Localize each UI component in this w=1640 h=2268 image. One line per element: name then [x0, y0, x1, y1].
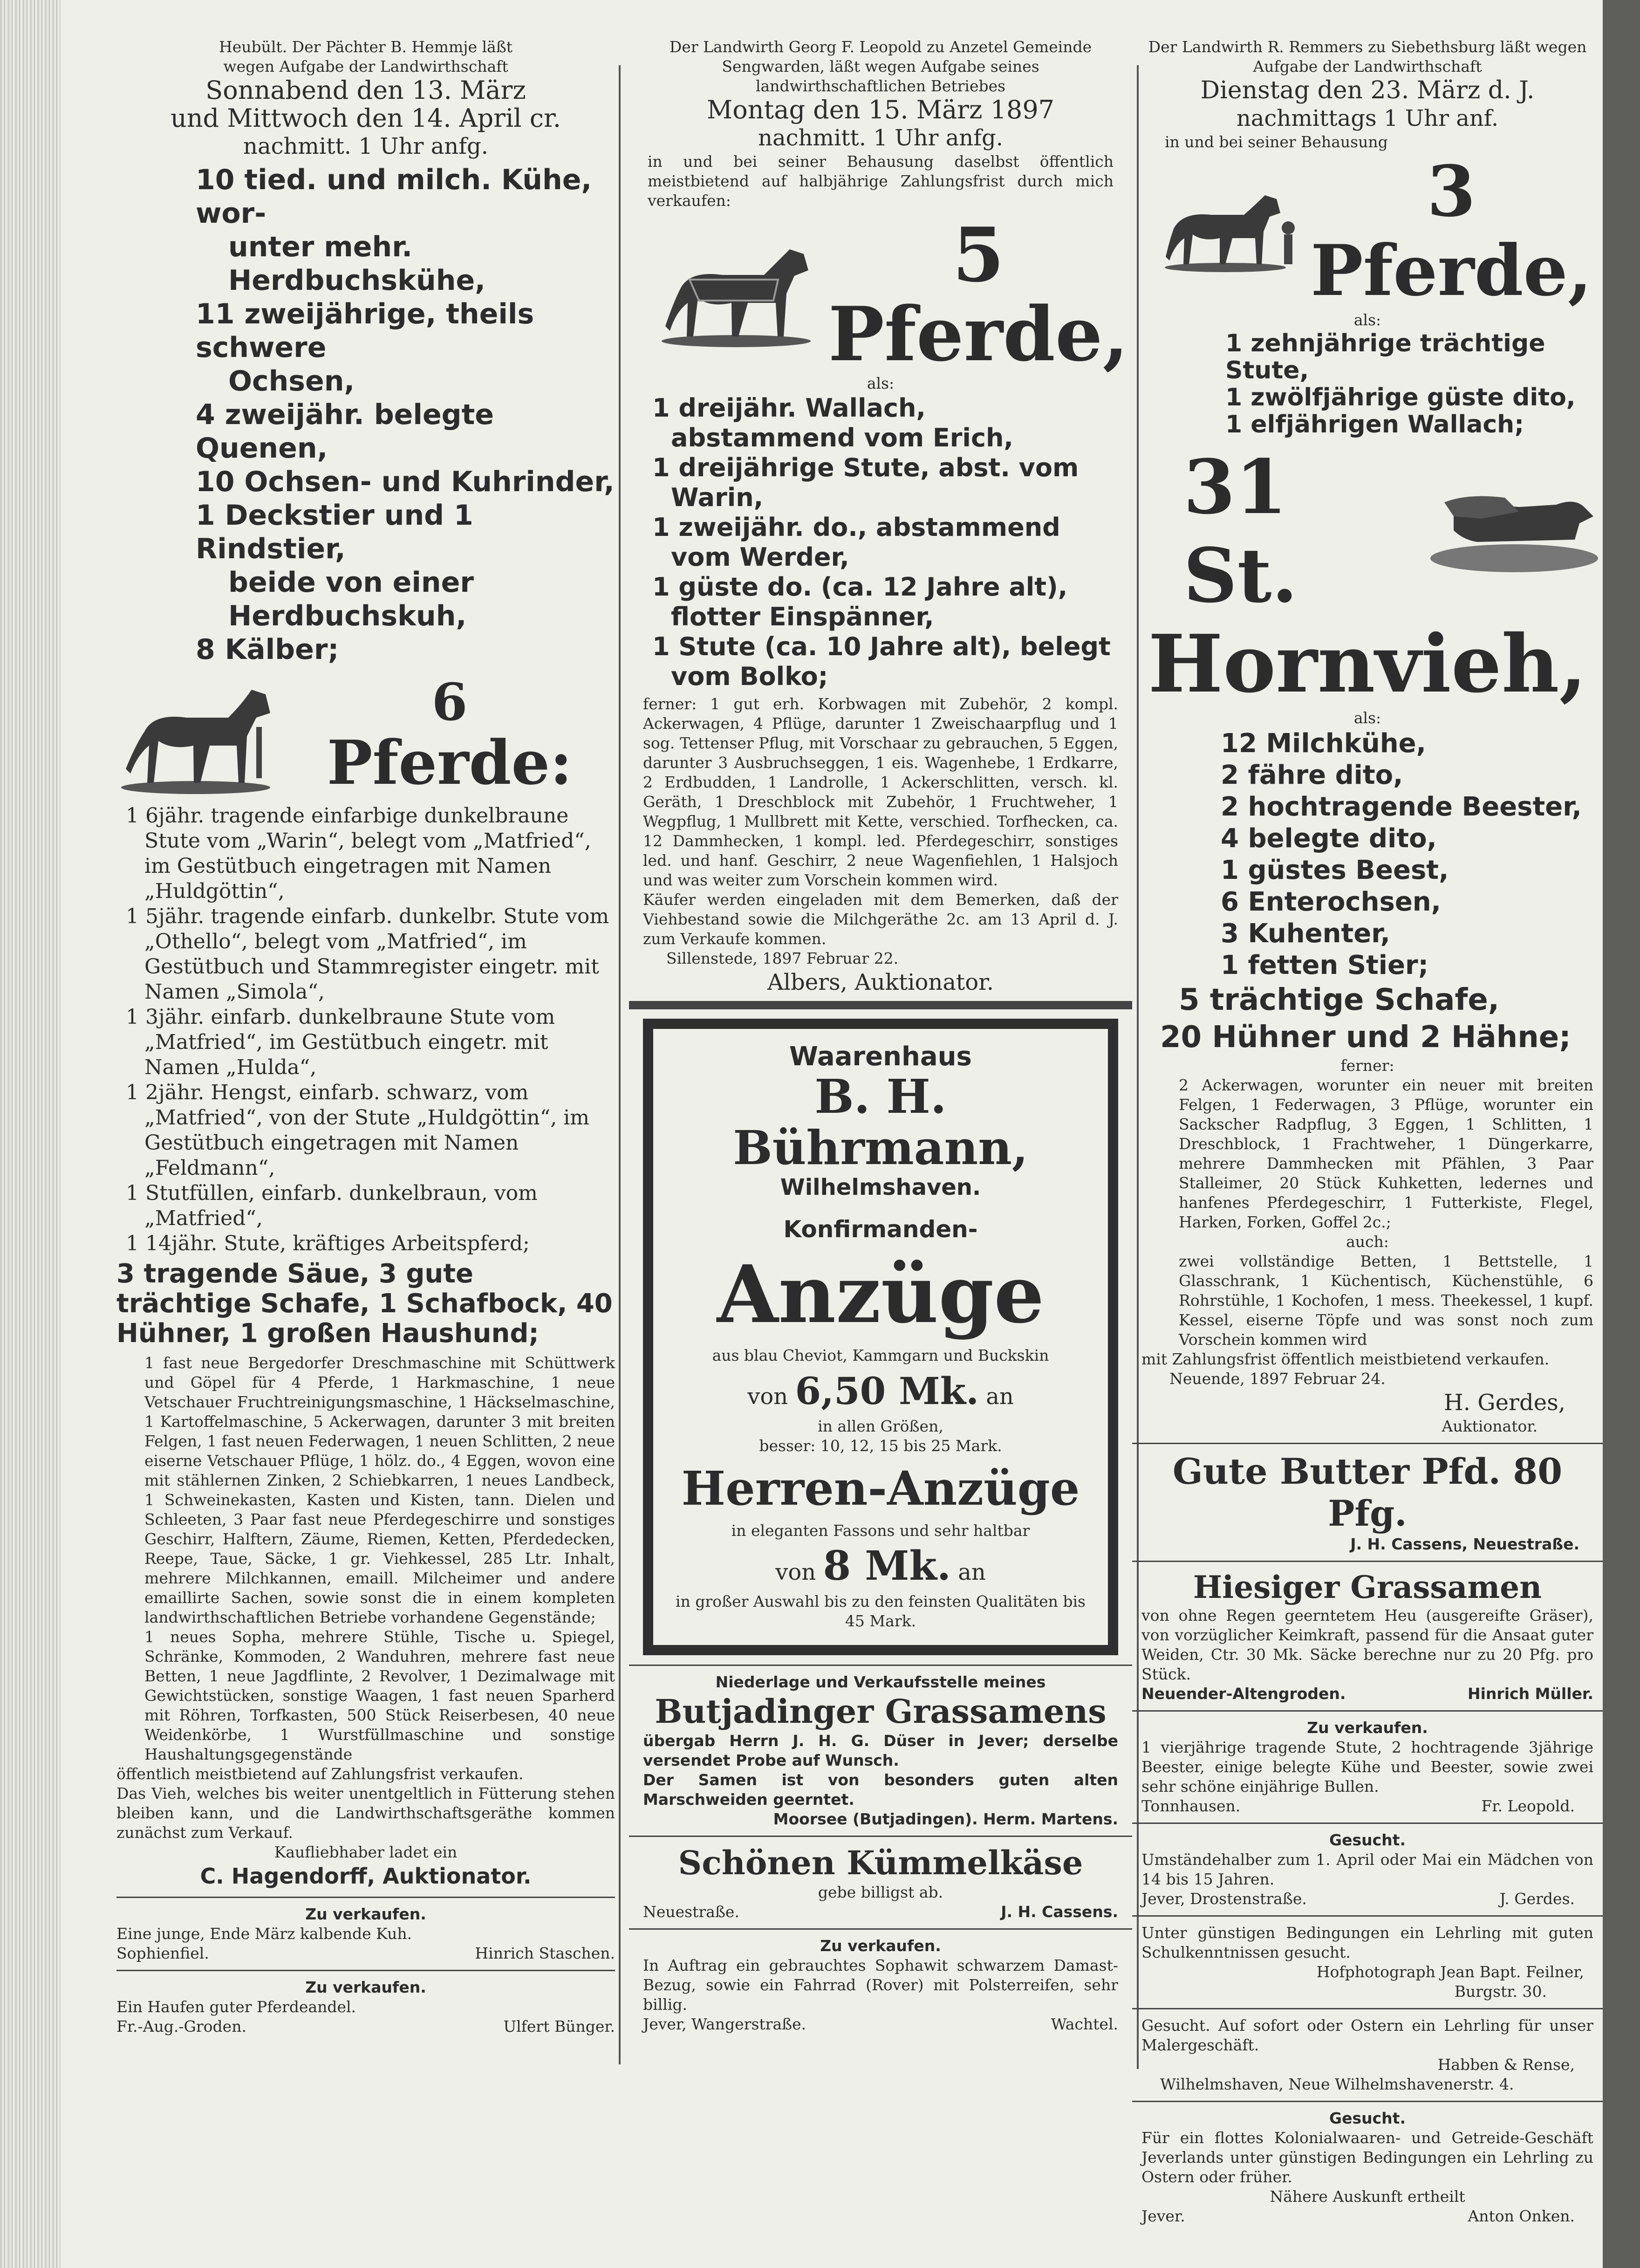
ad-signature: Wachtel. [1051, 2015, 1118, 2033]
horse-entry: 1 güste do. (ca. 12 Jahre alt), flotter Einspänner, [652, 572, 1068, 631]
list-item: 10 Ochsen- und Kuhrinder, [196, 466, 615, 498]
sale-date: Montag den 15. März 1897 [706, 95, 1055, 124]
horse-entry: 1 2jähr. Hengst, einfarb. schwarz, vom „Matfried“, von der Stute „Huldgöttin“, im Gestütbuch eingetragen mit Namen „Feldmann“, [126, 1081, 590, 1180]
divider [1132, 2008, 1603, 2009]
divider [1132, 1710, 1603, 1712]
horse-entry: 1 6jähr. tragende einfarbige dunkelbraune Stute vom „Warin“, belegt vom „Matfried“, im Gestütbuch eingetragen mit Namen „Huldgöttin“, [126, 804, 591, 903]
horses-heading: Pferde: [327, 727, 573, 798]
horse-entry: 1 dreijährige Stute, abst. vom Warin, [652, 453, 1079, 512]
ad-text: 1 vierjährige tragende Stute, 2 hochtragende 3jährige Beester, einige belegte Kühe und Beester, sowie zwei sehr schöne einjährige Bullen. [1141, 1738, 1593, 1795]
divider [116, 1897, 615, 1898]
divider [629, 1928, 1132, 1930]
horses-heading: 5 Pferde, [828, 211, 1129, 378]
list-item: 1 güstes Beest, [1221, 855, 1449, 885]
list-item: 5 trächtige Schafe, [1179, 983, 1500, 1017]
page-edge [1603, 0, 1640, 2268]
butter-headline: Gute Butter Pfd. 80 Pfg. [1172, 1451, 1563, 1534]
horse-entry: 1 Stute (ca. 10 Jahre alt), belegt vom Bolko; [652, 632, 1111, 691]
seed-line: Der Samen ist von besonders guten alten Marschweiden geerntet. [643, 1771, 1118, 1809]
book-binding [0, 0, 61, 2268]
horse-entry: 1 14jähr. Stute, kräftiges Arbeitspferd; [126, 1232, 530, 1255]
closing-text: Kaufliebhaber ladet ein [274, 1843, 458, 1861]
ad-place: Jever. [1141, 2207, 1185, 2225]
price-label: an [958, 1559, 986, 1585]
product-headline: Herren-Anzüge [681, 1461, 1080, 1516]
list-item: 20 Hühner und 2 Hähne; [1160, 1020, 1571, 1055]
column-2 [629, 37, 1132, 2034]
auctioneer-name: H. Gerdes, [1443, 1390, 1565, 1416]
ad-place: Fr.-Aug.-Groden. [116, 2017, 246, 2035]
ad-signature: J. H. Cassens, Neuestraße. [1350, 1535, 1579, 1553]
cheese-text: gebe billigst ab. [818, 1883, 943, 1901]
list-item: 4 belegte dito, [1221, 823, 1437, 854]
store-city: Wilhelmshaven. [780, 1174, 981, 1200]
horses-heading: 3 Pferde, [1310, 151, 1592, 312]
horse-entry: 1 zweijähr. do., abstammend vom Werder, [652, 513, 1060, 572]
als-label: als: [1353, 709, 1381, 727]
store-advertisement [643, 1019, 1118, 1655]
ad-text: Für ein flottes Kolonialwaaren- und Getreide-Geschäft Jeverlands unter günstigen Bedingungen ein Lehrling zu Ostern oder früher. [1141, 2129, 1593, 2186]
ad-heading: Gesucht. [1329, 1831, 1406, 1849]
furniture-list: 1 neues Sopha, mehrere Stühle, Tische u. Spiegel, Schränke, Kommoden, 2 Wanduhren, mehrere fast neue Betten, 1 neue Jagdflinte, 2 Revolver, 1 Dezimalwage mit Gewichtstücken, sonstige Waagen, 1 fast neuen Sparherd mit Röhren, Torfkasten, 500 Stück Reiserbesen, 40 neue Weidenkörbe, 1 Wurstfüllmaschine und sonstige Haushaltungsgegenstände [144, 1628, 615, 1763]
divider [629, 1836, 1132, 1837]
list-item: 6 Enterochsen, [1221, 887, 1441, 917]
furniture-list: zwei vollständige Betten, 1 Bettstelle, 1 Glasschrank, 1 Küchentisch, Küchenstühle, 6 Rohrstühle, 1 Kochofen, 1 mess. Theekessel, 1 kupf. Kessel, eiserne Töpfe und was sonst noch zum Vorschein kommen wird [1179, 1252, 1593, 1349]
ad-text: Nähere Auskunft ertheilt [1270, 2187, 1465, 2206]
ad-text: Gesucht. Auf sofort oder Ostern ein Lehrling für unser Malergeschäft. [1141, 2016, 1593, 2054]
ad-place: Neuender-Altengroden. [1141, 1685, 1346, 1703]
ferner-label: ferner: [1340, 1056, 1394, 1075]
list-item: 3 Kuhenter, [1221, 918, 1390, 949]
ad-place: Sophienfiel. [116, 1944, 209, 1962]
list-item: unter mehr. Herdbuchskühe, [228, 231, 485, 297]
horse-illustration [657, 238, 825, 351]
ad-address: Wilhelmshaven, Neue Wilhelmshavenerstr. 4. [1160, 2075, 1514, 2093]
ad-address: Burgstr. 30. [1454, 1982, 1547, 2001]
ad-intro: in und bei seiner Behausung [1165, 133, 1388, 151]
place-date: Sillenstede, 1897 Februar 22. [666, 949, 899, 967]
divider [1132, 1915, 1603, 1917]
ad-signature: Fr. Leopold. [1481, 1797, 1575, 1815]
price-label: an [986, 1384, 1014, 1410]
product-fabric: aus blau Cheviot, Kammgarn und Buckskin [712, 1346, 1049, 1364]
price-main: 8 Mk. [823, 1542, 951, 1590]
als-label: als: [867, 374, 895, 392]
ad-heading: Zu verkaufen. [820, 1937, 941, 1955]
divider [116, 1970, 615, 1971]
horse-illustration [1160, 186, 1300, 276]
ad-text: In Auftrag ein gebrauchtes Sophawit schwarzem Damast-Bezug, sowie ein Fahrrad (Rover) mit Polsterreifen, sehr billig. [643, 1956, 1118, 2014]
auctioneer-name: C. Hagendorff, Auktionator. [200, 1864, 532, 1889]
closing-text: mit Zahlungsfrist öffentlich meistbietend verkaufen. [1141, 1350, 1550, 1368]
ad-signature: Hofphotograph Jean Bapt. Feilner, [1316, 1963, 1584, 1981]
horse-entry: 1 3jähr. einfarb. dunkelbraune Stute vom „Matfried“, im Gestütbuch eingetr. mit Namen „Hulda“, [126, 1005, 555, 1079]
livestock-list: 3 tragende Säue, 3 gute trächtige Schafe, 1 Schafbock, 40 Hühner, 1 großen Haushund; [116, 1259, 613, 1349]
divider [1132, 1443, 1603, 1444]
ad-text: Unter günstigen Bedingungen ein Lehrling mit guten Schulkenntnissen gesucht. [1141, 1924, 1593, 1961]
divider [1132, 2101, 1603, 2102]
list-item: beide von einer Herdbuchskuh, [228, 566, 474, 632]
horses-count: 6 [431, 672, 468, 732]
ad-intro: Heubült. Der Pächter B. Hemmje läßt [219, 38, 513, 56]
ad-heading: Zu verkaufen. [305, 1978, 426, 1996]
ad-intro: in und bei seiner Behausung daselbst öffentlich meistbietend auf halbjährige Zahlungsfrist durch mich verkaufen: [648, 152, 1114, 210]
horse-entry: 1 dreijähr. Wallach, abstammend vom Erich, [652, 393, 1013, 452]
sale-date: Sonnabend den 13. März [205, 75, 526, 105]
sale-time: nachmitt. 1 Uhr anfg. [758, 125, 1003, 151]
ad-signature: Hinrich Staschen. [475, 1944, 615, 1962]
cheese-title: Schönen Kümmelkäse [678, 1843, 1083, 1882]
auch-label: auch: [1346, 1233, 1389, 1251]
store-owner: B. H. Bührmann, [733, 1069, 1028, 1175]
ad-signature: Habben & Rense, [1437, 2056, 1575, 2074]
product-prices: besser: 10, 12, 15 bis 25 Mark. [759, 1437, 1002, 1455]
list-item: Ochsen, [228, 365, 355, 397]
auctioneer-name: Albers, Auktionator. [767, 969, 994, 995]
place-date: Neuende, 1897 Februar 24. [1169, 1370, 1386, 1388]
divider [629, 1001, 1132, 1009]
ad-text: Ein Haufen guter Pferdeandel. [116, 1998, 356, 2016]
cattle-illustration [1426, 484, 1603, 579]
grass-title: Hiesiger Grassamen [1193, 1569, 1542, 1605]
horse-entry: 1 elfjährigen Wallach; [1225, 411, 1524, 439]
product-sizes: in allen Größen, [818, 1417, 943, 1435]
sale-time: nachmittags 1 Uhr anf. [1236, 105, 1499, 131]
list-item: 12 Milchkühe, [1221, 728, 1426, 759]
horse-entry: 1 zwölfjährige güste dito, [1225, 384, 1576, 411]
ad-intro: Der Landwirth R. Remmers zu Siebethsburg läßt wegen Aufgabe der Landwirthschaft [1148, 38, 1587, 75]
list-item: 4 zweijähr. belegte Quenen, [196, 398, 494, 465]
product-headline: Anzüge [717, 1248, 1045, 1341]
ad-signature: Anton Onken. [1468, 2207, 1575, 2225]
product-style: in eleganten Fassons und sehr haltbar [731, 1521, 1030, 1540]
ad-heading: Gesucht. [1329, 2109, 1406, 2127]
price-label: von [747, 1384, 788, 1410]
list-item: 1 Deckstier und 1 Rindstier, [196, 499, 473, 565]
divider [1132, 1561, 1603, 1562]
tools-list: 2 Ackerwagen, worunter ein neuer mit breiten Felgen, 1 Federwagen, 3 Pflüge, worunter ein Sackscher Radpflug, 3 Eggen, 1 Schlitten, 1 Dreschblock, 1 Frachtweher, 1 Düngerkarre, mehrere Dammhecken mit Pfählen, 3 Paar Stalleimer, 20 Stück Kuhketten, ledernes und hanfenes Pferdegeschirr, 1 Futterkiste, Flegel, Harken, Forken, Goffel 2c.; [1179, 1076, 1593, 1231]
seed-line: Niederlage und Verkaufsstelle meines [715, 1673, 1046, 1691]
horse-entry: 1 Stutfüllen, einfarb. dunkelbraun, vom „Matfried“, [126, 1181, 538, 1230]
ad-intro: wegen Aufgabe der Landwirthschaft [223, 57, 508, 75]
closing-text: öffentlich meistbietend auf Zahlungsfrist verkaufen. [116, 1765, 524, 1783]
ad-heading: Zu verkaufen. [1307, 1719, 1428, 1737]
column-3 [1132, 37, 1603, 2226]
seed-signature: Moorsee (Butjadingen). Herm. Martens. [773, 1810, 1118, 1828]
ad-intro: Der Landwirth Georg F. Leopold zu Anzetel Gemeinde Sengwarden, läßt wegen Aufgabe seines landwirthschaftlichen Betriebes [669, 38, 1092, 95]
horse-illustration [116, 676, 284, 799]
ad-place: Jever, Drostenstraße. [1141, 1890, 1307, 1908]
sale-date: Dienstag den 23. März d. J. [1200, 76, 1535, 104]
ad-text: von ohne Regen geerntetem Heu (ausgereifte Gräser), von vorzüglicher Keimkraft, passend für die Ansaat guter Weiden, Ctr. 30 Mk. Säcke berechne nur zu 20 Pfg. pro Stück. [1141, 1606, 1593, 1683]
horse-entry: 1 5jähr. tragende einfarb. dunkelbr. Stute vom „Othello“, belegt vom „Matfried“, im Gestütbuch und Stammregister eingetr. mit Namen „Simola“, [126, 904, 609, 1004]
horse-entry: 1 zehnjährige trächtige Stute, [1225, 329, 1545, 384]
ad-place: Jever, Wangerstraße. [643, 2015, 806, 2033]
column-1 [116, 37, 615, 2036]
closing-text: Das Vieh, welches bis weiter unentgeltlich in Fütterung stehen bleiben kann, und die Landwirthschaftsgeräthe kommen zunächst zum Verkauf. [116, 1784, 615, 1842]
price-main: 6,50 Mk. [795, 1369, 979, 1413]
ad-place: Neuestraße. [643, 1903, 739, 1921]
cattle-count: 31 St. [1183, 443, 1298, 619]
seed-line: übergab Herrn J. H. G. Düser in Jever; derselbe versendet Probe auf Wunsch. [643, 1732, 1118, 1769]
ad-place: Tonnhausen. [1141, 1797, 1241, 1815]
ad-note: Käufer werden eingeladen mit dem Bemerken, daß der Viehbestand sowie die Milchgeräthe 2c. am 13 April d. J. zum Verkaufe kommen. [643, 891, 1118, 948]
equipment-list: ferner: 1 gut erh. Korbwagen mit Zubehör, 2 kompl. Ackerwagen, 4 Pflüge, darunter 1 Zweischaarpflug und 1 sog. Tettenser Pflug, mit Vorschaar zu gebrauchen, 5 Eggen, darunter 3 Ausbruchseggen, 1 eis. Wagenhebe, 1 Erdkarre, 2 Erdbudden, 1 Landrolle, 1 Ackerschlitten, versch. kl. Geräth, 1 Dreschblock mit Zubehör, 1 Fruchtweher, 1 Wegpflug, 1 Mullbrett mit Kette, verschied. Torfhecken, ca. 12 Dammhecken, 1 kompl. led. Pferdegeschirr, sonstiges led. und hanf. Geschirr, 2 neue Wagenfiehlen, 1 Halsjoch und was weiter zum Vorschein kommen wird. [643, 695, 1118, 889]
divider [629, 1665, 1132, 1666]
seed-title: Butjadinger Grassamens [655, 1692, 1107, 1731]
ad-text: Umständehalber zum 1. April oder Mai ein Mädchen von 14 bis 15 Jahren. [1141, 1850, 1593, 1888]
list-item: 2 fähre dito, [1221, 760, 1403, 790]
list-item: 10 tied. und milch. Kühe, wor- [196, 164, 592, 230]
sale-time: nachmitt. 1 Uhr anfg. [243, 133, 488, 159]
ad-heading: Zu verkaufen. [305, 1905, 426, 1923]
ad-signature: Ulfert Bünger. [503, 2017, 615, 2035]
sale-date: und Mittwoch den 14. April cr. [170, 103, 561, 133]
column-rule [619, 65, 621, 2064]
price-label: von [775, 1559, 816, 1585]
list-item: 8 Kälber; [196, 633, 339, 666]
product-kind: Konfirmanden- [783, 1216, 978, 1243]
list-item: 11 zweijährige, theils schwere [196, 298, 534, 364]
ad-signature: J. H. Cassens. [1001, 1903, 1118, 1921]
ad-signature: J. Gerdes. [1499, 1890, 1575, 1908]
als-label: als: [1353, 311, 1381, 329]
equipment-list: 1 fast neue Bergedorfer Dreschmaschine mit Schüttwerk und Göpel für 4 Pferde, 1 Harkmaschine, 1 neue Vetschauer Fruchtreinigungsmaschine, 1 Häckselmaschine, 1 Kartoffelmaschine, 5 Ackerwagen, darunter 3 mit breiten Felgen, 1 fast neuen Federwagen, 1 neuen Schlitten, 2 neue eiserne Vetschauer Pflüge, 1 hölz. do., 4 Eggen, wovon eine mit stählernen Zinken, 2 Schiebkarren, 1 neues Landbeck, 1 Schweinekasten, Kasten und Kisten, tann. Dielen und Schleeten, 3 Paar fast neue Pferdegeschirre und sonstiges Geschirr, Halftern, Zäume, Riemen, Ketten, Pferdedecken, Reepe, Taue, Säcke, 1 gr. Viehkessel, 285 Ltr. Inhalt, mehrere Milchkannen, emaill. Milcheimer und andere emaillirte Sachen, sowie sonst die in einem kompleten landwirthschaftlichen Betriebe vorhandene Gegenstände; [144, 1354, 615, 1626]
cattle-heading: Hornvieh, [1148, 617, 1587, 711]
list-item: 2 hochtragende Beester, [1221, 792, 1582, 822]
auctioneer-title: Auktionator. [1442, 1417, 1538, 1435]
store-label: Waarenhaus [789, 1041, 972, 1072]
list-item: 1 fetten Stier; [1221, 950, 1428, 980]
product-choice: in großer Auswahl bis zu den feinsten Qualitäten bis 45 Mark. [676, 1592, 1086, 1630]
ad-text: Eine junge, Ende März kalbende Kuh. [116, 1925, 412, 1943]
divider [1132, 1823, 1603, 1824]
ad-signature: Hinrich Müller. [1468, 1685, 1593, 1703]
